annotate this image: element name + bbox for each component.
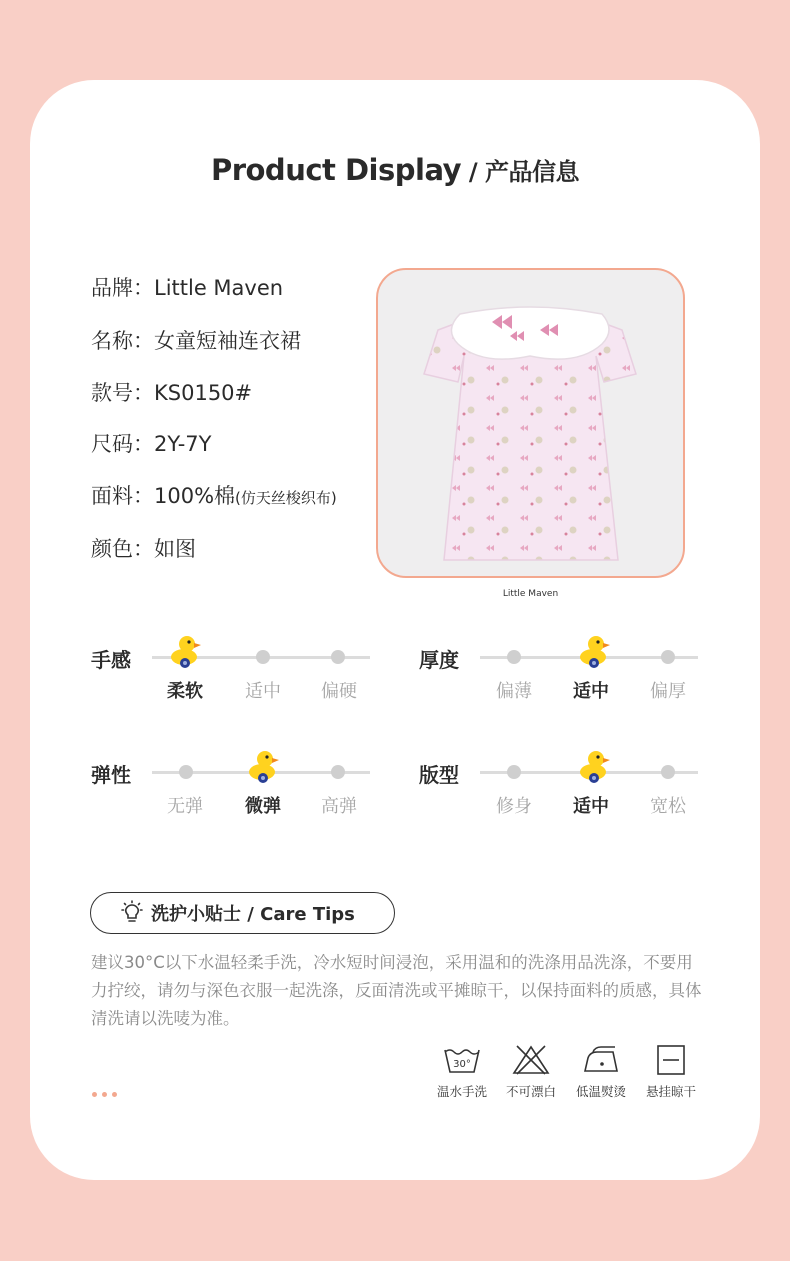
spec-name: 名称：女童短袖连衣裙	[91, 329, 301, 353]
care-tips-label: 洗护小贴士 / Care Tips	[151, 904, 355, 925]
care-description: 建议30°C以下水温轻柔手洗，冷水短时间浸泡，采用温和的洗涤用品洗涤，不要用力拧绞，请勿与深色衣服一起洗涤，反面清洗或平摊晾干，以保持面料的质感，具体清洗请以洗唛为准。	[91, 953, 702, 1028]
scale-dot	[507, 650, 521, 664]
duck-marker-icon	[245, 747, 281, 787]
care-icon-hand-wash: 30° 温水手洗	[427, 1044, 497, 1100]
scale-label-fit: 版型	[419, 763, 459, 787]
option-hard: 偏硬	[321, 681, 357, 702]
care-icon-no-bleach: 不可漂白	[496, 1044, 566, 1100]
dress-image	[378, 270, 683, 576]
scale-label-thickness: 厚度	[419, 648, 459, 672]
page-title	[0, 152, 790, 187]
option-no-stretch: 无弹	[167, 796, 203, 817]
scale-dot	[507, 765, 521, 779]
option-medium: 适中	[573, 681, 609, 702]
title-cn: / 产品信息	[461, 158, 580, 186]
lightbulb-icon	[119, 900, 145, 926]
spec-brand: 品牌：Little Maven	[91, 276, 284, 300]
option-high-stretch: 高弹	[321, 796, 357, 817]
duck-marker-icon	[167, 632, 203, 672]
care-icon-low-iron: 低温熨烫	[566, 1044, 636, 1100]
spec-size: 尺码：2Y-7Y	[91, 432, 212, 456]
scale-dot	[331, 650, 345, 664]
care-icon-hang-dry: 悬挂晾干	[636, 1044, 706, 1100]
scale-dot	[661, 650, 675, 664]
scale-dot	[331, 765, 345, 779]
no-bleach-icon	[511, 1044, 551, 1076]
option-loose: 宽松	[650, 796, 686, 817]
duck-marker-icon	[576, 632, 612, 672]
svg-text:30°: 30°	[453, 1059, 471, 1070]
hand-wash-30-icon	[442, 1044, 482, 1076]
option-medium: 适中	[245, 681, 281, 702]
title-en: Product Display	[210, 153, 462, 187]
scale-label-elasticity: 弹性	[91, 763, 131, 787]
hang-dry-icon	[651, 1044, 691, 1076]
care-tips-title	[90, 892, 395, 934]
duck-marker-icon	[576, 747, 612, 787]
option-soft: 柔软	[167, 681, 203, 702]
photo-caption: Little Maven	[502, 589, 559, 599]
decorative-dots	[92, 1092, 117, 1097]
scale-dot	[179, 765, 193, 779]
option-thick: 偏厚	[650, 681, 686, 702]
option-slight-stretch: 微弹	[245, 796, 281, 817]
spec-fabric: 面料：100%棉(仿天丝梭织布)	[91, 484, 337, 508]
option-slim: 修身	[496, 796, 532, 817]
scale-label-feel: 手感	[91, 648, 131, 672]
low-iron-icon	[581, 1044, 621, 1076]
spec-style-no: 款号：KS0150#	[91, 381, 253, 405]
scale-dot	[661, 765, 675, 779]
option-medium: 适中	[573, 796, 609, 817]
option-thin: 偏薄	[496, 681, 532, 702]
spec-color: 颜色：如图	[91, 537, 196, 561]
scale-dot	[256, 650, 270, 664]
product-photo	[376, 268, 685, 578]
